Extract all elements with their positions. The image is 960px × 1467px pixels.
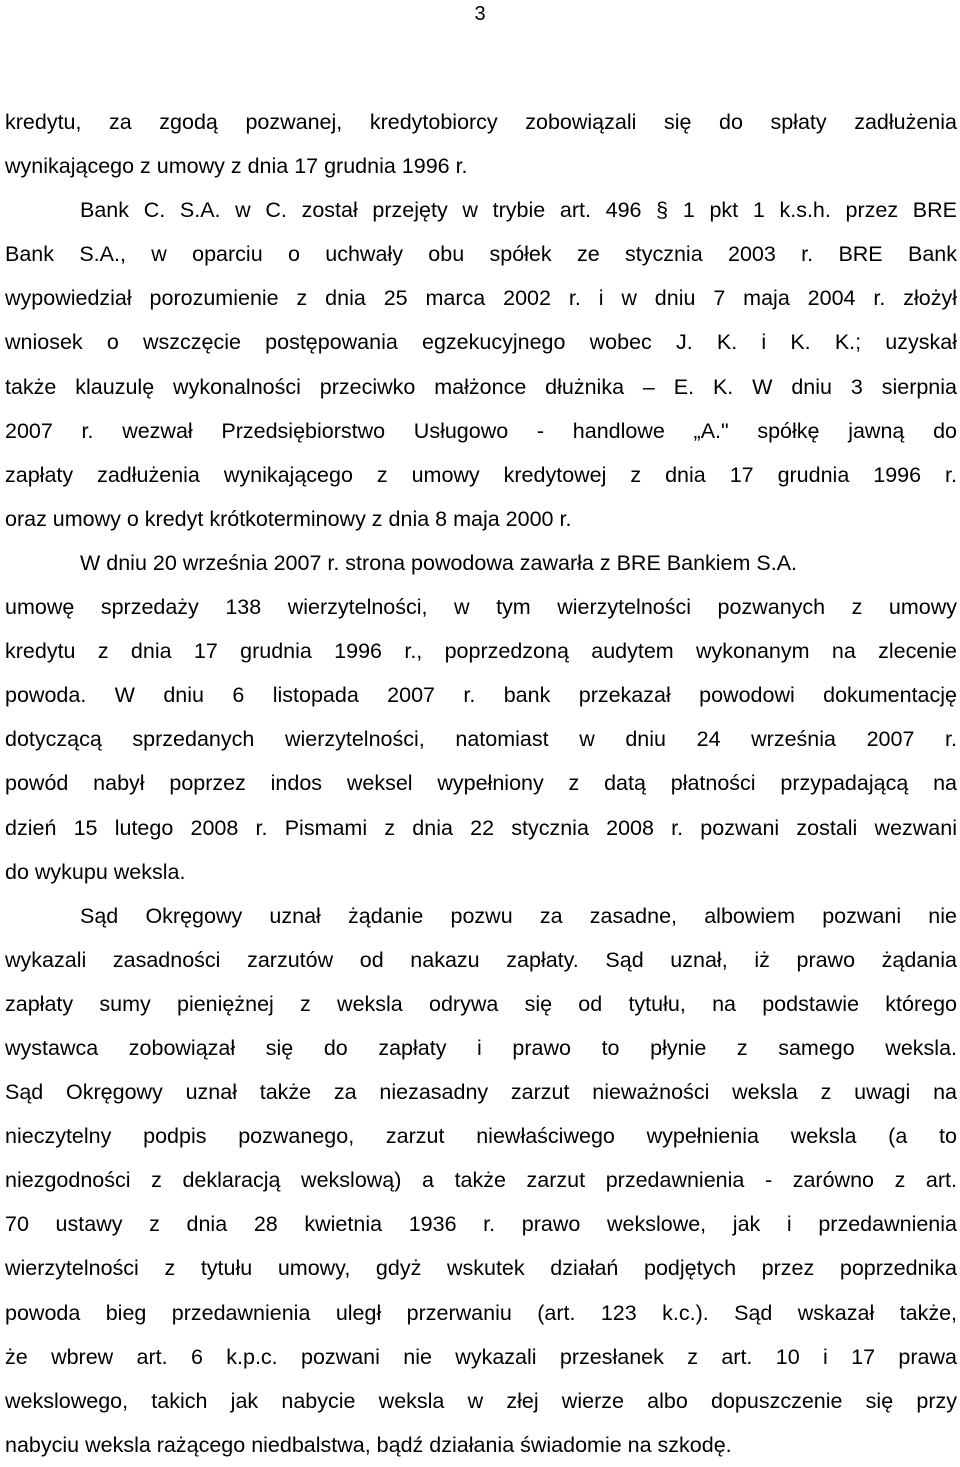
text-line: wynikającego z umowy z dnia 17 grudnia 1996 r.: [5, 154, 468, 179]
text-line: wystawca zobowiązał się do zapłaty i prawo to płynie z samego weksla.: [5, 1035, 957, 1060]
text-line: dzień 15 lutego 2008 r. Pismami z dnia 22 stycznia 2008 r. pozwani zostali wezwani: [5, 815, 957, 840]
text-line: niezgodności z deklaracją wekslową) a także zarzut przedawnienia - zarówno z art.: [5, 1168, 957, 1193]
text-line: Bank C. S.A. w C. został przejęty w trybie art. 496 § 1 pkt 1 k.s.h. przez BRE: [80, 198, 957, 223]
text-line: zapłaty sumy pieniężnej z weksla odrywa się od tytułu, na podstawie którego: [5, 991, 957, 1016]
text-line: że wbrew art. 6 k.p.c. pozwani nie wykazali przesłanek z art. 10 i 17 prawa: [5, 1344, 957, 1369]
text-line: powoda bieg przedawnienia uległ przerwaniu (art. 123 k.c.). Sąd wskazał także,: [5, 1300, 957, 1325]
text-line: Bank S.A., w oparciu o uchwały obu spółek ze stycznia 2003 r. BRE Bank: [5, 242, 957, 267]
text-line: powód nabył poprzez indos weksel wypełniony z datą płatności przypadającą na: [5, 771, 957, 796]
text-line: W dniu 20 września 2007 r. strona powodowa zawarła z BRE Bankiem S.A.: [80, 550, 798, 575]
text-line: dotyczącą sprzedanych wierzytelności, natomiast w dniu 24 września 2007 r.: [5, 727, 957, 752]
text-line: do wykupu weksla.: [5, 859, 186, 884]
text-line: nabyciu weksla rażącego niedbalstwa, bądź działania świadomie na szkodę.: [5, 1432, 732, 1457]
text-line: kredytu, za zgodą pozwanej, kredytobiorcy zobowiązali się do spłaty zadłużenia: [5, 110, 957, 134]
text-line: umowę sprzedaży 138 wierzytelności, w tym wierzytelności pozwanych z umowy: [5, 595, 957, 620]
text-line: 70 ustawy z dnia 28 kwietnia 1936 r. prawo wekslowe, jak i przedawnienia: [5, 1212, 957, 1237]
text-line: wniosek o wszczęcie postępowania egzekucyjnego wobec J. K. i K. K.; uzyskał: [5, 330, 957, 355]
text-line: wekslowego, takich jak nabycie weksla w złej wierze albo dopuszczenie się przy: [5, 1388, 957, 1413]
text-line: 2007 r. wezwał Przedsiębiorstwo Usługowo - handlowe „A." spółkę jawną do: [5, 418, 957, 443]
document-body: [5, 100, 957, 1467]
text-line: wypowiedział porozumienie z dnia 25 marca 2002 r. i w dniu 7 maja 2004 r. złożył: [5, 286, 957, 311]
text-line: zapłaty zadłużenia wynikającego z umowy kredytowej z dnia 17 grudnia 1996 r.: [5, 462, 957, 487]
text-line: Sąd Okręgowy uznał żądanie pozwu za zasadne, albowiem pozwani nie: [80, 903, 957, 928]
text-line: także klauzulę wykonalności przeciwko małżonce dłużnika – E. K. W dniu 3 sierpnia: [5, 374, 957, 399]
text-line: nieczytelny podpis pozwanego, zarzut niewłaściwego wypełnienia weksla (a to: [5, 1124, 957, 1149]
text-line: wierzytelności z tytułu umowy, gdyż wskutek działań podjętych przez poprzednika: [5, 1256, 957, 1281]
text-line: oraz umowy o kredyt krótkoterminowy z dnia 8 maja 2000 r.: [5, 506, 572, 531]
text-line: Sąd Okręgowy uznał także za niezasadny zarzut nieważności weksla z uwagi na: [5, 1080, 957, 1105]
text-line: kredytu z dnia 17 grudnia 1996 r., poprzedzoną audytem wykonanym na zlecenie: [5, 639, 957, 664]
page-number: 3: [474, 3, 486, 25]
text-line: wykazali zasadności zarzutów od nakazu zapłaty. Sąd uznał, iż prawo żądania: [5, 947, 957, 972]
text-line: powoda. W dniu 6 listopada 2007 r. bank przekazał powodowi dokumentację: [5, 683, 957, 708]
